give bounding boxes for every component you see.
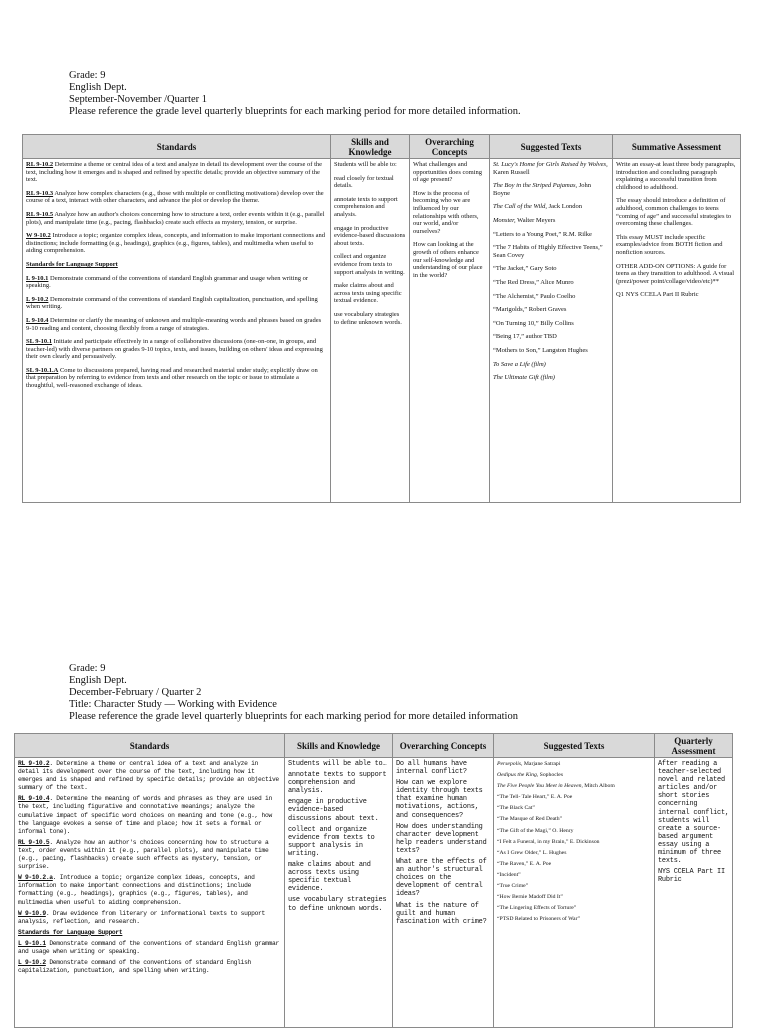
suggested-text (493, 374, 609, 382)
standard-text: Introduce a topic; organize complex ideas, concepts, and information to make important connections and distinctions; include formatting (e.g., headings), graphics (e.g., figures, tables), and multimedia when useful to aiding comprehension. (26, 232, 326, 255)
concept-item: What is the nature of guilt and human fascination with crime? (396, 901, 487, 926)
suggested-text (497, 771, 651, 779)
assessment-item: The essay should introduce a definition of adulthood, common challenges to teens “coming of age” and successful strategies to overcoming these challenges. (616, 197, 732, 228)
text-author: “The Lingering Effects of Torture” (497, 905, 577, 912)
standard-item (26, 211, 327, 226)
suggested-text (493, 244, 609, 259)
standard-code: L 9-10.1 (18, 939, 46, 947)
text-title: To Save a Life (film) (493, 360, 546, 368)
text-author: “The Masque of Red Death” (497, 816, 563, 823)
suggested-text (493, 217, 609, 225)
suggested-text (497, 904, 651, 912)
standard-item (26, 367, 327, 390)
assessment-item: After reading a teacher-selected novel and related articles and/or short stories concerning internal conflict, students will create a source-based argument essay using a minimum of three texts. (658, 760, 729, 866)
suggested-text (497, 871, 651, 879)
q1-header (69, 70, 521, 118)
text-author: “The Tell- Tale Heart,” E. A. Poe (497, 794, 573, 801)
concept-item: How is the process of becoming who we are influenced by our relationships with others, our world, and/or ourselves? (413, 189, 479, 235)
assessment-item: OTHER ADD-ON OPTIONS: A guide for teens as they transition to adulthood. A visual (prezi/power point/collage/video/etc)** (616, 262, 735, 285)
q2-title: Title: Character Study — Working with Evidence (69, 699, 277, 710)
text-author: “As I Grew Older,” L. Hughes (497, 849, 567, 856)
text-author: “How Bernie Madoff Did It” (497, 894, 563, 901)
suggested-text (497, 782, 651, 790)
q2-header-skills: Skills and Knowledge (285, 734, 393, 758)
standard-code: L 9-10.2 (26, 295, 49, 303)
q1-table (22, 134, 741, 503)
q2-texts-cell (494, 758, 655, 1028)
concept-item: How can we explore identity through texts that examine human motivations, actions, and consequences? (396, 779, 483, 820)
text-author: “True Crime” (497, 883, 529, 890)
text-title: The Boy in the Striped Pajamas, (493, 182, 578, 190)
standard-item (26, 275, 327, 290)
standard-text: Determine or clarify the meaning of unknown and multiple-meaning words and phrases based on grades 9-10 reading and content, choosing flexibly from a range of strategies. (26, 316, 322, 332)
assessment-item: NYS CCELA Part II Rubric (658, 868, 725, 885)
skill-item: engage in productive evidence-based discussions about texts. (334, 224, 406, 247)
text-author: “The Black Cat” (497, 805, 535, 812)
standard-item (26, 261, 327, 269)
standard-text: Demonstrate command of the conventions of standard English grammar and usage when writing or speaking. (18, 939, 279, 955)
text-title: The Ultimate Gift (film) (493, 374, 555, 382)
standard-code: RL 9-10.4 (18, 795, 50, 803)
suggested-text (493, 279, 609, 287)
standard-code: Standards for Language Support (26, 260, 118, 268)
suggested-text (497, 827, 651, 835)
text-author: Walter Meyers (515, 216, 556, 224)
standard-text: Demonstrate command of the conventions of standard English capitalization, punctuation, and spelling when writing. (18, 959, 252, 975)
standard-code: RL 9-10.5 (26, 210, 54, 218)
suggested-text (497, 760, 651, 768)
text-author: “PTSD Related to Prisoners of War” (497, 916, 580, 923)
suggested-text (493, 293, 609, 301)
q2-grade: Grade: 9 (69, 663, 106, 674)
standard-item (26, 161, 327, 184)
suggested-text (497, 793, 651, 801)
standard-code: RL 9-10.5 (18, 838, 50, 846)
q2-header-concepts: Overarching Concepts (393, 734, 494, 758)
q1-header-concepts: Overarching Concepts (410, 135, 490, 159)
standard-item (26, 190, 327, 205)
skill-item: make claims about and across texts using specific textual evidence. (334, 282, 402, 305)
text-author: “The Jacket,” Gary Soto (493, 265, 557, 273)
q1-header-assessment: Summative Assessment (613, 135, 741, 159)
standard-text: . Determine a theme or central idea of a text and analyze in detail its development over the course of the text, including how it emerges and is shaped and refined by specific details; provide an objective summary of the text. (18, 760, 279, 792)
standard-text: Demonstrate command of the conventions of standard English grammar and usage when writing or speaking. (26, 274, 308, 290)
concept-item: What are the effects of an author's structural choices on the development of central ideas? (396, 858, 487, 899)
text-title: Monster, (493, 216, 516, 224)
suggested-text (493, 182, 609, 197)
skill-item: collect and organize evidence from texts to support analysis in writing. (288, 825, 375, 858)
standard-item (18, 795, 281, 835)
text-author: “Mothers to Son,” Langston Hughes (493, 346, 588, 354)
suggested-text (493, 231, 609, 239)
text-author: “On Turning 10,” Billy Collins (493, 319, 574, 327)
text-author: “The Alchemist,” Paulo Coelho (493, 292, 576, 300)
skill-item: collect and organize evidence from texts to support analysis in writing. (334, 253, 405, 276)
text-author: “The 7 Habits of Highly Effective Teens,” Sean Covey (493, 244, 603, 259)
suggested-text (493, 347, 609, 355)
standard-item (18, 959, 281, 975)
standard-text: . Draw evidence from literary or informational texts to support analysis, reflection, and research. (18, 909, 266, 925)
suggested-text (497, 804, 651, 812)
standard-item (18, 874, 281, 906)
standard-item (18, 940, 281, 956)
skill-item: annotate texts to support comprehension and analysis. (334, 195, 398, 218)
suggested-text (493, 161, 609, 176)
skill-item: engage in productive evidence-based discussions about text. (288, 798, 379, 823)
standard-code: Standards for Language Support (18, 928, 123, 936)
standard-text: Come to discussions prepared, having read and researched material under study; explicitly draw on that preparation by referring to evidence from texts and other research on the topic or issue to stimulate a thoughtful, well-reasoned exchange of ideas. (26, 366, 318, 390)
text-title: The Five People You Meet in Heaven, (497, 783, 583, 790)
concept-item: How does understanding character development help readers understand texts? (396, 822, 487, 855)
suggested-text (493, 265, 609, 273)
skill-item: annotate texts to support comprehension and analysis. (288, 771, 387, 796)
q2-period: December-February / Quarter 2 (69, 687, 202, 698)
q1-note: Please reference the grade level quarterly blueprints for each marking period for more detailed information. (69, 106, 521, 117)
standard-item (26, 338, 327, 361)
standard-text: Analyze how complex characters (e.g., those with multiple or conflicting motivations) develop over the course of a text, interact with other characters, and advance the plot or develop the theme. (26, 189, 324, 205)
text-author: Marjane Satrapi (522, 761, 561, 767)
suggested-text (497, 849, 651, 857)
text-title: St. Lucy's Home for Girls Raised by Wolves, (493, 161, 608, 168)
text-title: Oedipus the King, (497, 772, 539, 779)
q2-assessment-cell (655, 758, 733, 1028)
suggested-text (497, 893, 651, 901)
concept-item: How can looking at the growth of others enhance our self-knowledge and understanding of our place in the world? (413, 241, 483, 279)
standard-code: RL 9-10.2 (18, 760, 50, 767)
skill-item: use vocabulary strategies to define unknown words. (334, 310, 402, 326)
q2-table (14, 733, 733, 1028)
standard-code: L 9-10.2 (18, 959, 46, 967)
q2-skills-cell (285, 758, 393, 1028)
standard-code: W 9-10.2.a (18, 874, 53, 882)
q2-note: Please reference the grade level quarterly blueprints for each marking period for more detailed information (69, 711, 518, 722)
standard-item (18, 839, 281, 871)
suggested-text (493, 203, 609, 211)
standard-item (18, 910, 281, 926)
text-author: “I Felt a Funeral, in my Brain,” E. Dickinson (497, 838, 600, 845)
suggested-text (497, 815, 651, 823)
standard-item (26, 317, 327, 332)
suggested-text (493, 333, 609, 341)
q1-dept: English Dept. (69, 82, 127, 93)
text-author: Jack London (547, 203, 583, 211)
q1-header-skills: Skills and Knowledge (331, 135, 410, 159)
suggested-text (497, 882, 651, 890)
text-title: The Call of the Wild, (493, 203, 547, 211)
standard-code: W 9-10.2 (26, 232, 51, 240)
standard-text: . Determine the meaning of words and phrases as they are used in the text, including figurative and connotative meanings; analyze the cumulative impact of specific word choices on meaning and tone (e.g., how the language evokes a sense of time and place; how it sets a formal or informal tone). (18, 795, 272, 835)
q2-header-texts: Suggested Texts (494, 734, 655, 758)
q1-texts-cell (490, 159, 613, 503)
q1-assessment-cell (613, 159, 741, 503)
q2-dept: English Dept. (69, 675, 127, 686)
suggested-text (493, 320, 609, 328)
q2-concepts-cell (393, 758, 494, 1028)
concept-item: Do all humans have internal conflict? (396, 760, 467, 777)
skill-item: make claims about and across texts using specific textual evidence. (288, 861, 371, 894)
text-author: “The Red Dress,” Alice Munro (493, 278, 574, 286)
text-author: “Letters to a Young Poet,” R.M. Rilke (493, 230, 592, 238)
text-author: Sophocles (538, 772, 564, 779)
text-author: Mitch Albom (582, 783, 615, 790)
q2-header-standards: Standards (15, 734, 285, 758)
standard-code: L 9-10.4 (26, 316, 49, 324)
standard-text: Analyze how an author's choices concerning how to structure a text, order events within it (e.g., parallel plots), and manipulate time (e.g., pacing, flashbacks) create such effects as mystery, tension, or surprise. (26, 210, 325, 226)
assessment-item: Write an essay-at least three body paragraphs, introduction and concluding paragraph explaining a successful transition from childhood to adulthood. (616, 161, 736, 191)
standard-code: SL 9-10.1 (26, 338, 53, 346)
suggested-text (497, 915, 651, 923)
suggested-text (493, 306, 609, 314)
concept-item: What challenges and opportunities does coming of age present? (413, 161, 482, 184)
standard-code: RL 9-10.2 (26, 161, 54, 168)
q1-standards-cell (23, 159, 331, 503)
text-author: John Boyne (493, 182, 592, 197)
standard-code: SL 9-10.1.A (26, 366, 59, 374)
q2-header-assessment: Quarterly Assessment (655, 734, 733, 758)
q1-header-texts: Suggested Texts (490, 135, 613, 159)
text-title: Persepolis, (497, 761, 523, 767)
q1-skills-cell (331, 159, 410, 503)
standard-item (18, 760, 281, 792)
standard-text: Initiate and participate effectively in a range of collaborative discussions (one-on-one, in groups, and teacher-led) with diverse partners on grades 9-10 topics, texts, and issues, building on others' ideas and expressing their own clearly and persuasively. (26, 338, 323, 361)
text-author: “Incident” (497, 871, 521, 878)
standard-text: Determine a theme or central idea of a text and analyze in detail its development over the course of the text, including how it emerges and is shaped and refined by specific details; provide an objective summary of the text. (26, 161, 323, 184)
text-author: “The Raven,” E. A. Poe (497, 860, 552, 867)
q2-header (69, 663, 518, 723)
standard-code: RL 9-10.3 (26, 189, 54, 197)
skill-item: Students will be able to… (288, 760, 387, 768)
q2-standards-cell (15, 758, 285, 1028)
text-author: “Marigolds,” Robert Graves (493, 306, 567, 314)
q1-period: September-November /Quarter 1 (69, 94, 207, 105)
q1-header-standards: Standards (23, 135, 331, 159)
standard-item (26, 232, 327, 255)
assessment-item: This essay MUST include specific examples/advice from BOTH fiction and nonfiction sources. (616, 233, 723, 256)
suggested-text (497, 860, 651, 868)
assessment-item: Q1 NYS CCELA Part II Rubric (616, 291, 699, 299)
standard-item (26, 296, 327, 311)
suggested-text (497, 838, 651, 846)
text-author: Karen Russell (493, 168, 530, 176)
standard-code: W 9-10.9 (18, 909, 46, 917)
q1-concepts-cell (410, 159, 490, 503)
skill-item: read closely for textual details. (334, 174, 394, 190)
skill-item: Students will be able to: (334, 161, 397, 168)
suggested-text (493, 361, 609, 369)
text-author: “The Gift of the Magi,” O. Henry (497, 827, 574, 834)
standard-code: L 9-10.1 (26, 274, 49, 282)
standard-text: . Analyze how an author's choices concerning how to structure a text, order events within it (e.g., parallel plots), and manipulate time (e.g., pacing, flashbacks) create such effects as mystery, tension, or surprise. (18, 838, 269, 871)
skill-item: use vocabulary strategies to define unknown words. (288, 896, 387, 913)
standard-item (18, 929, 281, 937)
text-author: “Being 17,” author TBD (493, 333, 557, 341)
standard-text: . Introduce a topic; organize complex ideas, concepts, and information to make important connections and distinctions; include formatting (e.g., headings), graphics (e.g., figures, tables), and multimedia when useful to aiding comprehension. (18, 874, 255, 906)
standard-text: Demonstrate command of the conventions of standard English capitalization, punctuation, and spelling when writing. (26, 295, 318, 311)
q1-grade: Grade: 9 (69, 70, 106, 81)
